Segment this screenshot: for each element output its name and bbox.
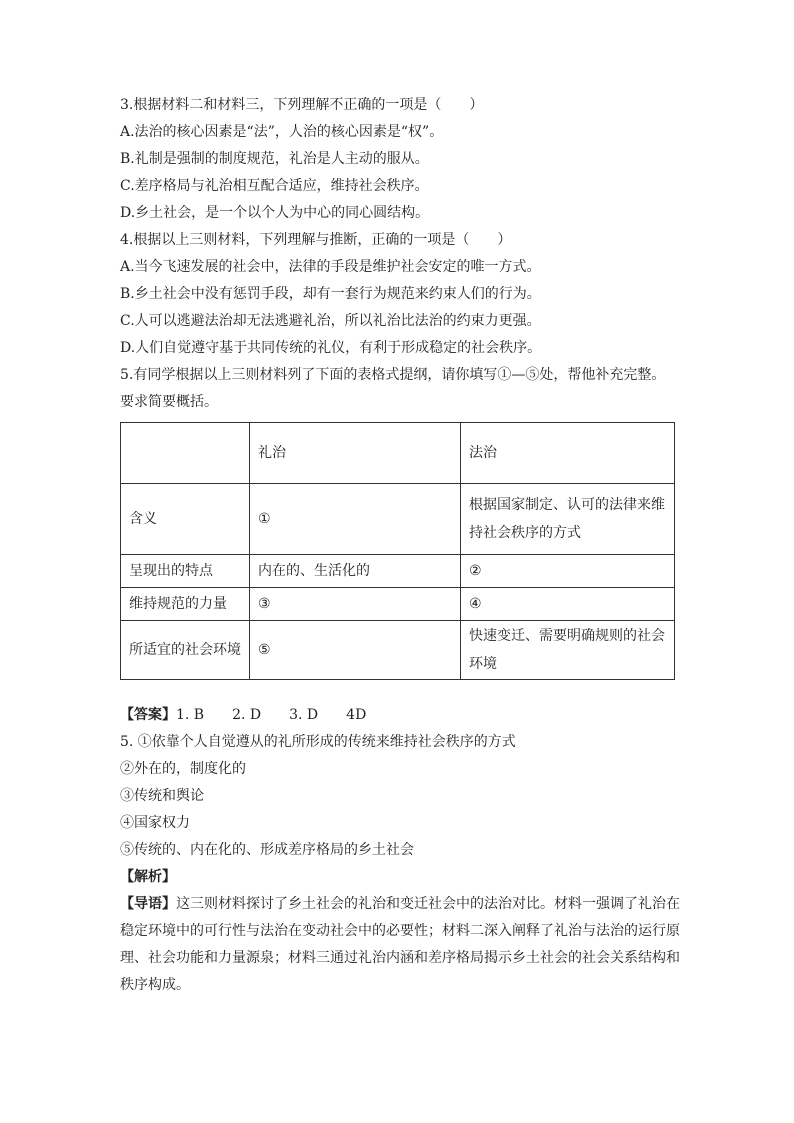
table-cell: 内在的、生活化的 <box>250 555 461 588</box>
answer-item: ⑤传统的、内在化的、形成差序格局的乡土社会 <box>120 842 414 858</box>
table-cell: ① <box>250 484 461 555</box>
answer-section <box>120 702 680 999</box>
question-3-option-d: D.乡土社会，是一个以个人为中心的同心圆结构。 <box>120 205 430 221</box>
answer-item: 5. ①依靠个人自觉遵从的礼所形成的传统来维持社会秩序的方式 <box>120 734 516 750</box>
table-header-lizhi: 礼治 <box>250 423 461 484</box>
table-header-fazhi: 法治 <box>461 423 675 484</box>
table-row <box>121 484 675 555</box>
question-3-stem: 3.根据材料二和材料三，下列理解不正确的一项是（ ） <box>120 97 484 113</box>
table-cell: ④ <box>461 588 675 621</box>
table-header-row <box>121 423 675 484</box>
question-4-option-d: D.人们自觉遵守基于共同传统的礼仪，有利于形成稳定的社会秩序。 <box>120 340 542 356</box>
table-cell: ③ <box>250 588 461 621</box>
document-page <box>120 92 680 999</box>
table-row-label: 呈现出的特点 <box>121 555 250 588</box>
question-5-stem: 5.有同学根据以上三则材料列了下面的表格式提纲，请你填写①—⑤处，帮他补充完整。 <box>120 367 666 383</box>
question-4-stem: 4.根据以上三则材料，下列理解与推断，正确的一项是（ ） <box>120 232 512 248</box>
guide-label: 【导语】 <box>120 896 176 912</box>
answer-choices: 1. B 2. D 3. D 4D <box>176 707 367 723</box>
table-cell: ⑤ <box>250 621 461 680</box>
table-row <box>121 621 675 680</box>
table-row-label: 含义 <box>121 484 250 555</box>
answer-choices-line <box>120 702 680 729</box>
table-row-label: 维持规范的力量 <box>121 588 250 621</box>
question-3-option-b: B.礼制是强制的制度规范，礼治是人主动的服从。 <box>120 151 429 167</box>
table-cell: ② <box>461 555 675 588</box>
question-4-option-b: B.乡土社会中没有惩罚手段，却有一套行为规范来约束人们的行为。 <box>120 286 541 302</box>
table-cell <box>121 423 250 484</box>
question-4-option-c: C.人可以逃避法治却无法逃避礼治，所以礼治比法治的约束力更强。 <box>120 313 541 329</box>
answer-label: 【答案】 <box>120 707 176 723</box>
analysis-label: 【解析】 <box>120 869 176 885</box>
question-5-stem-cont: 要求简要概括。 <box>120 394 218 410</box>
table-row <box>121 555 675 588</box>
guide-text: 这三则材料探讨了乡土社会的礼治和变迁社会中的法治对比。材料一强调了礼治在稳定环境中的可行性与法治在变动社会中的必要性；材料二深入阐释了礼治与法治的运行原理、社会功能和力量源泉；材料三通过礼治内涵和差序格局揭示乡土社会的社会关系结构和秩序构成。 <box>120 896 680 993</box>
table-row-label: 所适宜的社会环境 <box>121 621 250 680</box>
answer-item: ②外在的，制度化的 <box>120 761 246 777</box>
answer-item: ④国家权力 <box>120 815 190 831</box>
outline-table <box>120 422 675 680</box>
table-row <box>121 588 675 621</box>
table-cell: 根据国家制定、认可的法律来维持社会秩序的方式 <box>461 484 675 555</box>
answer-item: ③传统和舆论 <box>120 788 204 804</box>
question-4-option-a: A.当今飞速发展的社会中，法律的手段是维护社会安定的唯一方式。 <box>120 259 541 275</box>
guide-paragraph <box>120 891 680 999</box>
table-cell: 快速变迁、需要明确规则的社会环境 <box>461 621 675 680</box>
question-3-option-a: A.法治的核心因素是“法”，人治的核心因素是“权”。 <box>120 124 444 140</box>
question-3-option-c: C.差序格局与礼治相互配合适应，维持社会秩序。 <box>120 178 429 194</box>
